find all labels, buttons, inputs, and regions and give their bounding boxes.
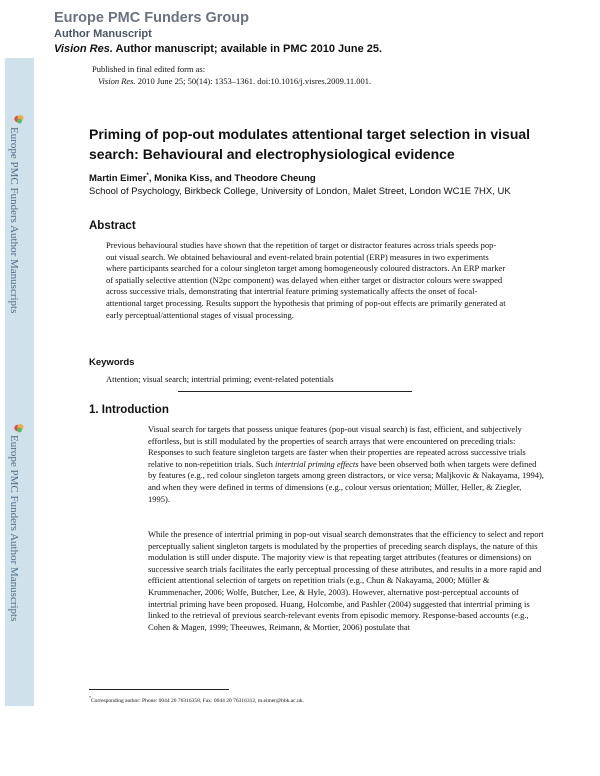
intro-paragraph-2: While the presence of intertrial priming in pop-out visual search demonstrates that the efficiency to select and report perceptually salient singleton targets is modulated by the properties of preceding search displays, the nature of this modulation is still under dispute. The majority view is that repeating target attributes (features or dimensions) on successive search trials facilitates the early perceptual processing of these attributes, and results in a more rapid and efficient attentional selection of targets on repetition trials (e.g., Chun & Nakayama, 2000; Müller & Krummenacher, 2006; Wolfe, Butcher, Lee, & Hyle, 2003). However, alternative post-perceptual accounts of intertrial priming have been proposed. Huang, Holcombe, and Pashler (2004) suggested that intertrial priming is linked to the retrieval of previous search-relevant events from episodic memory. Response-based accounts (e.g., Cohen & Magen, 1999; Theeuwes, Reimann, & Mortier, 2006) postulate that [148, 529, 544, 632]
abstract-text: Previous behavioural studies have shown that the repetition of target or distractor features across trials speeds pop-out visual search. We obtained behavioural and event-related brain potential (ERP) measures in two experiments where participants searched for a colour singleton target among homogeneously coloured distractors. An ERP marker of spatially selective attention (N2pc component) was delayed when either target or distractor colours were swapped across successive trials, demonstrating that intertrial feature priming systematically affects the onset of focal-attentional target processing. Results support the hypothesis that priming of pop-out effects are primarily generated at early perceptual/attentional stages of visual processing. [106, 240, 506, 320]
article-title: Priming of pop-out modulates attentional target selection in visual search: Behavioural and electrophysiological evidence [89, 126, 531, 162]
intro-paragraph-1 [148, 424, 544, 505]
citation-journal: Vision Res. [98, 75, 136, 86]
p1-text-b: have been observed both when targets were defined by features (e.g., red colour singleton targets among green distractors, or vice versa; Maljkovic & Nakayama, 1994), and when they were defined in terms of dimensions (e.g., colour versus orientation; Müller, Heller, & Ziegler, 1995). [148, 458, 544, 504]
footnote-divider [89, 689, 229, 690]
section-divider [178, 391, 412, 392]
author-manuscript-label: Author Manuscript [54, 28, 152, 40]
author-list [89, 173, 316, 184]
p1-text-a: Visual search for targets that possess unique features (pop-out visual search) is fast, efficient, and subjectively effortless, but is still modulated by the properties of search arrays that were encountered on preceding trials: Responses to such feature singleton targets are faster when their properties are repeated across successive trials relative to non-repetition trials. Such [148, 424, 526, 469]
author-eimer: Martin Eimer [89, 173, 147, 185]
manuscript-availability [54, 43, 382, 55]
journal-name: Vision Res. [54, 43, 113, 55]
availability-text: Author manuscript; available in PMC 2010 June 25. [112, 43, 383, 55]
sidebar-label-bottom: Europe PMC Funders Author Manuscripts [8, 435, 20, 622]
footnote-text: Corresponding author: Phone: 0044 20 76316358, Fax: 0044 20 76316312, m.eimer@bbk.ac.uk. [91, 697, 304, 704]
affiliation: School of Psychology, Birkbeck College, University of London, Malet Street, London WC1E 7HX, UK [89, 186, 511, 197]
europe-pmc-logo-icon [13, 422, 25, 434]
citation-details: 2010 June 25; 50(14): 1353–1361. doi:10.1016/j.visres.2009.11.001. [135, 75, 372, 86]
introduction-heading: 1. Introduction [89, 404, 169, 416]
keywords-heading: Keywords [89, 357, 135, 368]
funders-group-title: Europe PMC Funders Group [54, 10, 249, 26]
publication-info [92, 64, 371, 87]
keywords-text: Attention; visual search; intertrial priming; event-related potentials [106, 374, 334, 384]
page-header [0, 0, 600, 62]
published-in-label: Published in final edited form as: [92, 64, 206, 74]
abstract-heading: Abstract [89, 220, 136, 232]
p1-emphasis: intertrial priming effects [275, 458, 359, 469]
citation-line [92, 76, 371, 88]
corresponding-author-mark[interactable]: * [146, 173, 149, 179]
europe-pmc-logo-icon [13, 113, 25, 125]
sidebar-label-top: Europe PMC Funders Author Manuscripts [8, 127, 20, 314]
other-authors: , Monika Kiss, and Theodore Cheung [148, 173, 316, 185]
footnote-mark: * [89, 695, 91, 700]
footnote [89, 695, 304, 704]
